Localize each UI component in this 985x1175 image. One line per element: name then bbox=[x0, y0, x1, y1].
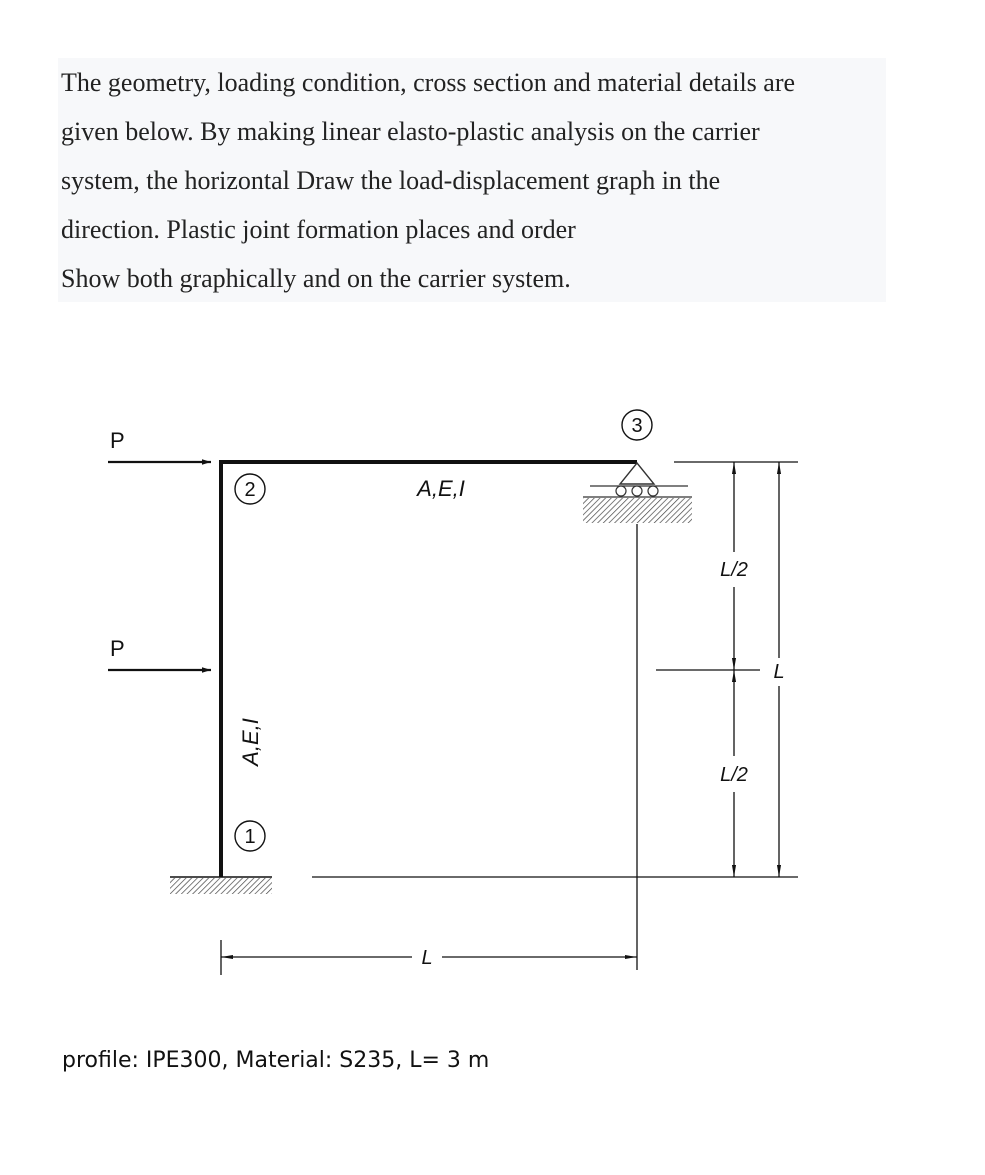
section-material-details: profile: IPE300, Material: S235, L= 3 m bbox=[62, 1048, 490, 1073]
dimension-height bbox=[773, 462, 784, 877]
node-1-marker bbox=[235, 821, 265, 851]
problem-line-3: system, the horizontal Draw the load-displacement graph in the bbox=[61, 166, 721, 195]
dimension-lower-half-label: L/2 bbox=[720, 764, 748, 786]
dimension-height-label: L bbox=[773, 661, 785, 683]
problem-statement bbox=[58, 58, 886, 302]
column-property-label: A,E,I bbox=[238, 718, 263, 766]
frame-diagram bbox=[0, 380, 985, 1000]
dimension-width-label: L bbox=[421, 947, 433, 969]
dimension-upper-half-label: L/2 bbox=[720, 559, 748, 581]
beam-property-label: A,E,I bbox=[417, 476, 465, 501]
node-3-marker bbox=[622, 410, 652, 440]
node-1-label: 1 bbox=[244, 826, 256, 848]
problem-line-5: Show both graphically and on the carrier system. bbox=[61, 264, 571, 293]
node-3-label: 3 bbox=[631, 415, 643, 437]
load-top bbox=[108, 428, 211, 462]
load-top-label: P bbox=[110, 428, 125, 453]
problem-line-2: given below. By making linear elasto-plastic analysis on the carrier bbox=[61, 117, 760, 146]
roller-support bbox=[583, 463, 692, 523]
dimension-lower-half bbox=[720, 670, 748, 877]
dimension-upper-half bbox=[720, 462, 748, 670]
node-2-marker bbox=[235, 474, 265, 504]
fixed-support bbox=[170, 877, 272, 894]
problem-line-4: direction. Plastic joint formation places and order bbox=[61, 215, 576, 244]
load-mid-label: P bbox=[110, 636, 125, 661]
load-mid bbox=[108, 636, 211, 670]
node-2-label: 2 bbox=[244, 479, 256, 501]
dimension-width bbox=[221, 947, 637, 969]
problem-line-1: The geometry, loading condition, cross section and material details are bbox=[61, 68, 796, 97]
